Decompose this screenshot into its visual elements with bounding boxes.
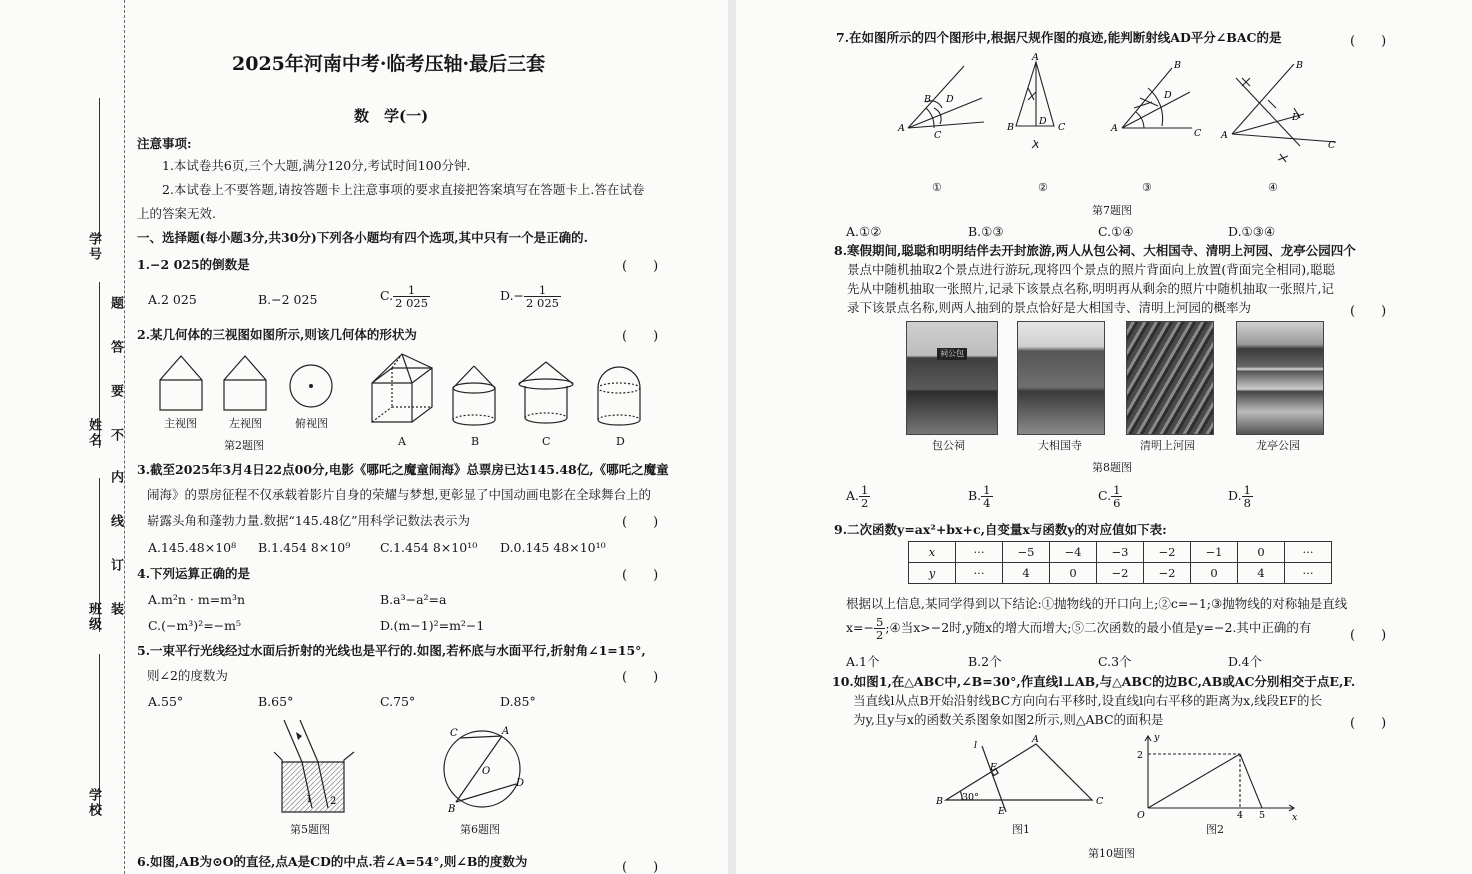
q9-line: x=− $\frac{5}{2}$ ;④当x>−2时,y随x的增大而增大;⑤二次函数的最小值是y=−2.其中正确的有 — [846, 615, 1312, 642]
q3-line: 崭露头角和蓬勃力量.数据“145.48亿”用科学记数法表示为 — [147, 513, 470, 528]
q7-f1-label-d: D — [946, 94, 954, 105]
q8-choice-c: C. $\frac{1}{6}$ — [1098, 483, 1121, 510]
q7-stem: 7.在如图所示的四个图形中,根据尺规作图的痕迹,能判断射线AD平分∠BAC的是 — [836, 30, 1282, 45]
photo-longtinggongyuan — [1236, 321, 1324, 435]
q6-label-c: C — [450, 728, 458, 739]
q10-triangle-figure — [932, 734, 1112, 824]
table-cell: ··· — [1285, 542, 1332, 563]
q7-figure-number: ② — [1038, 181, 1048, 194]
q10-label-a: A — [1032, 734, 1039, 745]
seal-char: 不 — [108, 428, 123, 443]
notice-heading: 注意事项: — [137, 136, 192, 151]
seal-char: 题 — [108, 296, 123, 311]
seal-char: 要 — [108, 384, 123, 399]
table-cell: −5 — [1003, 542, 1050, 563]
q9-choice-c: C.3个 — [1098, 654, 1132, 669]
q9-answer-paren: ( ) — [1350, 628, 1387, 643]
q8-line: 先从中随机抽取一张照片,记录下该景点名称,明明再从剩余的照片中随机抽取一张照片,记 — [847, 281, 1334, 296]
table-cell: −3 — [1097, 542, 1144, 563]
exam-title: 2025年河南中考·临考压轴·最后三套 — [232, 53, 546, 75]
q5-cup-figure — [270, 716, 362, 816]
table-cell: y — [909, 563, 956, 584]
q1-choice-a: A.2 025 — [148, 292, 197, 307]
q7-f2-label-c: C — [1058, 122, 1066, 133]
q2-stem: 2.某几何体的三视图如图所示,则该几何体的形状为 — [137, 327, 417, 342]
q9-choice-a: A.1个 — [846, 654, 880, 669]
q4-stem: 4.下列运算正确的是 — [137, 566, 251, 581]
table-cell: −2 — [1144, 542, 1191, 563]
table-row — [909, 563, 1332, 584]
photo-caption: 大相国寺 — [1038, 439, 1082, 452]
notice-line: 上的答案无效. — [137, 206, 216, 221]
q2-choice-label: B — [471, 435, 480, 448]
photo-sign: 祠公包 — [937, 348, 967, 360]
q5-line: 则∠2的度数为 — [147, 668, 228, 683]
q6-label-d: D — [516, 778, 525, 789]
q7-f4-label-d: D — [1292, 112, 1300, 123]
q7-f3-label-a: A — [1111, 123, 1118, 134]
q8-line: 景点中随机抽取2个景点进行游玩,现将四个景点的照片背面向上放置(背面完全相同),聪聪 — [847, 262, 1336, 277]
q2-choice-label: A — [398, 435, 406, 448]
q7-f2-label-b: B — [1007, 122, 1014, 133]
q7-figures — [896, 52, 1346, 158]
q10-tick-2: 2 — [1137, 750, 1144, 761]
table-cell: x — [909, 542, 956, 563]
q4-choice-c: C.(−m³)²=−m⁵ — [148, 618, 242, 633]
photo-baogongci — [906, 321, 998, 435]
q10-origin: O — [1137, 810, 1145, 821]
q2-view-label: 俯视图 — [295, 417, 328, 430]
q10-angle-label: 30° — [962, 792, 979, 803]
q2-choice-label: C — [542, 435, 551, 448]
q7-f3-label-b: B — [1174, 60, 1181, 71]
q10-label-l: l — [974, 740, 978, 751]
q5-choice-b: B.65° — [258, 694, 294, 709]
q7-choice-d: D.①③④ — [1228, 224, 1276, 239]
q10-label-b: B — [936, 796, 943, 807]
table-cell: ··· — [1285, 563, 1332, 584]
table-cell: −4 — [1050, 542, 1097, 563]
q2-answer-paren: ( ) — [622, 329, 659, 344]
q1-answer-paren: ( ) — [622, 259, 659, 274]
q7-figure-number: ④ — [1268, 181, 1278, 194]
q7-choice-b: B.①③ — [968, 224, 1004, 239]
q7-choice-c: C.①④ — [1098, 224, 1134, 239]
q3-choice-d: D.0.145 48×10¹⁰ — [500, 540, 606, 555]
q5-choice-c: C.75° — [380, 694, 416, 709]
q10-line: 当直线l从点B开始沿射线BC方向向右平移时,设直线l向右平移的距离为x,线段EF的长 — [853, 693, 1322, 708]
q7-figure-caption: 第7题图 — [1092, 204, 1132, 217]
table-cell: ··· — [956, 542, 1003, 563]
q2-view-label: 主视图 — [164, 417, 197, 430]
q7-f4-label-b: B — [1296, 60, 1303, 71]
q10-fig2-caption: 图2 — [1206, 823, 1224, 836]
q6-label-a: A — [502, 726, 510, 737]
table-cell: ··· — [956, 563, 1003, 584]
q8-answer-paren: ( ) — [1350, 304, 1387, 319]
seal-char: 装 — [108, 602, 123, 617]
photo-caption: 包公祠 — [932, 439, 965, 452]
table-cell: 0 — [1050, 563, 1097, 584]
seal-char: 订 — [108, 558, 123, 573]
q8-line: 8.寒假期间,聪聪和明明结伴去开封旅游,两人从包公祠、大相国寺、清明上河园、龙亭公园四个 — [834, 243, 1356, 258]
q5-angle2-label: 2 — [330, 796, 337, 807]
table-cell: −2 — [1097, 563, 1144, 584]
q9-line: 根据以上信息,某同学得到以下结论:①抛物线的开口向上;②c=−1;③抛物线的对称轴是直线 — [846, 596, 1348, 611]
q3-choice-a: A.145.48×10⁸ — [148, 540, 237, 555]
q8-choice-d: D. $\frac{1}{8}$ — [1228, 483, 1251, 510]
table-cell: 0 — [1191, 563, 1238, 584]
q7-f1-label-c: C — [934, 130, 942, 141]
q7-f2-label-d: D — [1039, 116, 1047, 127]
q9-choice-b: B.2个 — [968, 654, 1002, 669]
q5-angle1-label: 1 — [306, 794, 313, 805]
q5-answer-paren: ( ) — [622, 670, 659, 685]
notice-line: 1.本试卷共6页,三个大题,满分120分,考试时间100分钟. — [162, 158, 471, 173]
q9-stem: 9.二次函数y=ax²+bx+c,自变量x与函数y的对应值如下表: — [834, 522, 1167, 537]
q4-choice-a: A.m²n · m=m³n — [148, 592, 246, 607]
q10-figure-caption: 第10题图 — [1088, 847, 1135, 860]
q6-answer-paren: ( ) — [622, 860, 659, 874]
q7-f1-label-a: A — [898, 123, 905, 134]
q7-figure-number: ① — [932, 181, 942, 194]
table-cell: 0 — [1238, 542, 1285, 563]
q7-f4-label-a: A — [1221, 130, 1228, 141]
xuehao-label: 学号 — [86, 232, 101, 262]
seal-char: 线 — [108, 514, 123, 529]
q4-answer-paren: ( ) — [622, 568, 659, 583]
q7-f3-label-d: D — [1164, 90, 1172, 101]
left-page — [0, 0, 728, 874]
q4-choice-d: D.(m−1)²=m²−1 — [380, 618, 485, 633]
q3-line: 3.截至2025年3月4日22点00分,电影《哪吒之魔童闹海》总票房已达145.48亿,《哪吒之魔童 — [137, 462, 669, 477]
q9-choice-d: D.4个 — [1228, 654, 1263, 669]
q10-label-e: E — [998, 806, 1005, 817]
q10-function-graph — [1132, 732, 1302, 822]
table-cell: −1 — [1191, 542, 1238, 563]
table-cell: −2 — [1144, 563, 1191, 584]
q6-stem: 6.如图,AB为⊙O的直径,点A是CD的中点.若∠A=54°,则∠B的度数为 — [137, 854, 528, 869]
q7-choice-a: A.①② — [846, 224, 882, 239]
q6-circle-figure — [440, 722, 530, 816]
q10-line: 10.如图1,在△ABC中,∠B=30°,作直线l⊥AB,与△ABC的边BC,AB或AC分别相交于点E,F. — [832, 674, 1356, 689]
q3-line: 闹海》的票房征程不仅承载着影片自身的荣耀与梦想,更彰显了中国动画电影在全球舞台上的 — [147, 487, 651, 502]
q2-figure — [150, 352, 650, 432]
q10-line: 为y,且y与x的函数关系图象如图2所示,则△ABC的面积是 — [853, 712, 1164, 727]
photo-caption: 清明上河园 — [1140, 439, 1195, 452]
xuehao-blank — [99, 98, 100, 244]
photo-daxiangguosi — [1017, 321, 1105, 435]
q10-label-f: F — [990, 762, 997, 773]
q9-value-table — [908, 541, 1332, 584]
q5-line: 5.一束平行光线经过水面后折射的光线也是平行的.如图,若杯底与水面平行,折射角∠1=15°, — [137, 643, 646, 658]
q10-label-c: C — [1096, 796, 1104, 807]
q1-choice-c: C. $\frac{1}{2 025}$ — [380, 283, 429, 310]
table-cell: 4 — [1003, 563, 1050, 584]
q6-label-o: O — [482, 766, 491, 777]
q7-f4-label-c: C — [1328, 140, 1336, 151]
q10-axis-x: x — [1292, 812, 1298, 823]
xingming-label: 姓名 — [86, 418, 101, 448]
right-page — [736, 0, 1472, 874]
q1-choice-b: B.−2 025 — [258, 292, 318, 307]
q6-figure-caption: 第6题图 — [460, 823, 500, 836]
q2-choice-label: D — [616, 435, 625, 448]
photo-qingmingshangheyuan — [1126, 321, 1214, 435]
q8-choice-a: A. $\frac{1}{2}$ — [846, 483, 869, 510]
photo-caption: 龙亭公园 — [1256, 439, 1300, 452]
q3-choice-c: C.1.454 8×10¹⁰ — [380, 540, 478, 555]
q10-tick-4: 4 — [1237, 810, 1244, 821]
seal-char: 内 — [108, 470, 123, 485]
q1-stem: 1.−2 025的倒数是 — [137, 257, 250, 272]
q10-answer-paren: ( ) — [1350, 716, 1387, 731]
q6-label-b: B — [448, 804, 456, 815]
q2-figure-caption: 第2题图 — [224, 439, 264, 452]
q7-figure-number: ③ — [1142, 181, 1152, 194]
q1-choice-d: D.− $\frac{1}{2 025}$ — [500, 283, 559, 310]
q3-answer-paren: ( ) — [622, 515, 659, 530]
q8-choice-b: B. $\frac{1}{4}$ — [968, 483, 991, 510]
q7-f3-label-c: C — [1194, 128, 1202, 139]
q5-figure-caption: 第5题图 — [290, 823, 330, 836]
exam-subtitle: 数 学(一) — [354, 107, 429, 125]
q4-choice-b: B.a³−a²=a — [380, 592, 447, 607]
section-one-heading: 一、选择题(每小题3分,共30分)下列各小题均有四个选项,其中只有一个是正确的. — [137, 230, 588, 245]
notice-line: 2.本试卷上不要答题,请按答题卡上注意事项的要求直接把答案填写在答题卡上.答在试卷 — [162, 182, 645, 197]
q5-choice-a: A.55° — [148, 694, 184, 709]
q8-line: 录下该景点名称,则两人抽到的景点恰好是大相国寺、清明上河园的概率为 — [847, 300, 1251, 315]
q10-axis-y: y — [1154, 732, 1160, 743]
q8-figure-caption: 第8题图 — [1092, 461, 1132, 474]
q7-answer-paren: ( ) — [1350, 34, 1387, 49]
q10-fig1-caption: 图1 — [1012, 823, 1030, 836]
xuexiao-label: 学校 — [86, 788, 101, 818]
q10-tick-5: 5 — [1259, 810, 1266, 821]
q7-f2-label-a: A — [1032, 52, 1039, 63]
table-cell: 4 — [1238, 563, 1285, 584]
seal-char: 答 — [108, 340, 123, 355]
q7-f1-label-b: B — [924, 94, 931, 105]
q5-choice-d: D.85° — [500, 694, 536, 709]
table-row — [909, 542, 1332, 563]
banji-label: 班级 — [86, 602, 101, 632]
q2-view-label: 左视图 — [229, 417, 262, 430]
q3-choice-b: B.1.454 8×10⁹ — [258, 540, 351, 555]
